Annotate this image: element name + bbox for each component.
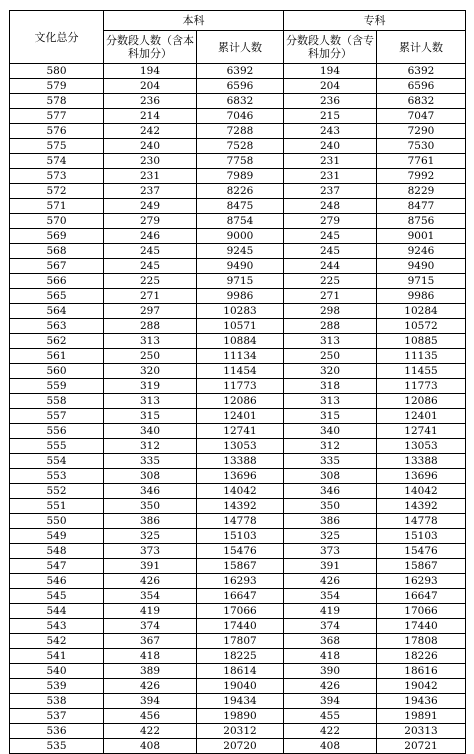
score-cell: 575: [10, 139, 104, 154]
benke-cumulative-cell: 7758: [197, 154, 284, 169]
zhuanke-segment-cell: 236: [284, 94, 377, 109]
benke-segment-cell: 236: [104, 94, 197, 109]
table-row: [10, 469, 466, 484]
table-row: [10, 199, 466, 214]
benke-cumulative-cell: 12741: [197, 424, 284, 439]
benke-cumulative-cell: 15476: [197, 544, 284, 559]
benke-cumulative-cell: 10571: [197, 319, 284, 334]
benke-segment-cell: 225: [104, 274, 197, 289]
benke-cumulative-cell: 20720: [197, 739, 284, 754]
zhuanke-cumulative-cell: 7530: [377, 139, 466, 154]
benke-segment-cell: 308: [104, 469, 197, 484]
table-row: [10, 664, 466, 679]
zhuanke-segment-cell: 426: [284, 679, 377, 694]
score-cell: 564: [10, 304, 104, 319]
benke-segment-cell: 374: [104, 619, 197, 634]
zhuanke-cumulative-cell: 19042: [377, 679, 466, 694]
zhuanke-segment-cell: 419: [284, 604, 377, 619]
zhuanke-segment-cell: 422: [284, 724, 377, 739]
score-cell: 553: [10, 469, 104, 484]
score-cell: 550: [10, 514, 104, 529]
score-cell: 541: [10, 649, 104, 664]
zhuanke-cumulative-cell: 10572: [377, 319, 466, 334]
benke-cumulative-cell: 8226: [197, 184, 284, 199]
zhuanke-cumulative-cell: 19891: [377, 709, 466, 724]
score-cell: 579: [10, 79, 104, 94]
zhuanke-segment-cell: 250: [284, 349, 377, 364]
score-cell: 574: [10, 154, 104, 169]
zhuanke-cumulative-cell: 9986: [377, 289, 466, 304]
benke-segment-cell: 194: [104, 64, 197, 79]
benke-segment-cell: 242: [104, 124, 197, 139]
benke-cumulative-cell: 9986: [197, 289, 284, 304]
benke-segment-cell: 288: [104, 319, 197, 334]
zhuanke-cumulative-cell: 14042: [377, 484, 466, 499]
benke-segment-cell: 249: [104, 199, 197, 214]
table-row: [10, 514, 466, 529]
benke-segment-cell: 391: [104, 559, 197, 574]
table-row: [10, 559, 466, 574]
score-cell: 561: [10, 349, 104, 364]
zhuanke-cumulative-cell: 13053: [377, 439, 466, 454]
benke-cumulative-cell: 13053: [197, 439, 284, 454]
table-row: [10, 544, 466, 559]
table-row: [10, 154, 466, 169]
score-cell: 576: [10, 124, 104, 139]
zhuanke-segment-cell: 394: [284, 694, 377, 709]
benke-cumulative-cell: 7528: [197, 139, 284, 154]
benke-segment-cell: 373: [104, 544, 197, 559]
zhuanke-segment-cell: 386: [284, 514, 377, 529]
benke-cumulative-cell: 15103: [197, 529, 284, 544]
zhuanke-cumulative-cell: 9715: [377, 274, 466, 289]
score-cell: 563: [10, 319, 104, 334]
benke-cumulative-cell: 14778: [197, 514, 284, 529]
score-cell: 551: [10, 499, 104, 514]
benke-cumulative-cell: 6392: [197, 64, 284, 79]
zhuanke-cumulative-cell: 9246: [377, 244, 466, 259]
score-cell: 540: [10, 664, 104, 679]
benke-cumulative-cell: 19890: [197, 709, 284, 724]
zhuanke-segment-cell: 313: [284, 334, 377, 349]
table-row: [10, 274, 466, 289]
table-row: [10, 184, 466, 199]
zhuanke-cumulative-cell: 14778: [377, 514, 466, 529]
benke-cumulative-cell: 8754: [197, 214, 284, 229]
benke-cumulative-cell: 8475: [197, 199, 284, 214]
benke-cumulative-cell: 16647: [197, 589, 284, 604]
score-table: [9, 10, 466, 754]
zhuanke-segment-cell: 243: [284, 124, 377, 139]
zhuanke-cumulative-cell: 8477: [377, 199, 466, 214]
zhuanke-cumulative-cell: 6392: [377, 64, 466, 79]
benke-segment-cell: 313: [104, 394, 197, 409]
score-cell: 554: [10, 454, 104, 469]
zhuanke-segment-cell: 390: [284, 664, 377, 679]
zhuanke-cumulative-cell: 7761: [377, 154, 466, 169]
table-row: [10, 739, 466, 754]
zhuanke-cumulative-cell: 18616: [377, 664, 466, 679]
zhuanke-cumulative-cell: 16647: [377, 589, 466, 604]
benke-segment-cell: 250: [104, 349, 197, 364]
zhuanke-segment-cell: 418: [284, 649, 377, 664]
benke-segment-cell: 367: [104, 634, 197, 649]
zhuanke-segment-cell: 350: [284, 499, 377, 514]
table-row: [10, 364, 466, 379]
benke-segment-cell: 319: [104, 379, 197, 394]
zhuanke-cumulative-cell: 17808: [377, 634, 466, 649]
score-cell: 578: [10, 94, 104, 109]
score-cell: 556: [10, 424, 104, 439]
zhuanke-segment-cell: 320: [284, 364, 377, 379]
zhuanke-cumulative-cell: 7290: [377, 124, 466, 139]
score-cell: 560: [10, 364, 104, 379]
benke-cumulative-cell: 17440: [197, 619, 284, 634]
table-row: [10, 64, 466, 79]
benke-segment-cell: 320: [104, 364, 197, 379]
score-cell: 545: [10, 589, 104, 604]
benke-cumulative-cell: 10884: [197, 334, 284, 349]
benke-segment-cell: 340: [104, 424, 197, 439]
benke-segment-cell: 271: [104, 289, 197, 304]
score-cell: 572: [10, 184, 104, 199]
zhuanke-cumulative-cell: 12741: [377, 424, 466, 439]
table-row: [10, 694, 466, 709]
benke-segment-cell: 315: [104, 409, 197, 424]
score-cell: 567: [10, 259, 104, 274]
zhuanke-segment-cell: 248: [284, 199, 377, 214]
score-cell: 537: [10, 709, 104, 724]
score-cell: 546: [10, 574, 104, 589]
zhuanke-segment-cell: 298: [284, 304, 377, 319]
zhuanke-segment-cell: 455: [284, 709, 377, 724]
score-cell: 569: [10, 229, 104, 244]
score-cell: 573: [10, 169, 104, 184]
score-cell: 577: [10, 109, 104, 124]
benke-segment-cell: 389: [104, 664, 197, 679]
zhuanke-segment-cell: 194: [284, 64, 377, 79]
benke-segment-cell: 346: [104, 484, 197, 499]
score-cell: 580: [10, 64, 104, 79]
zhuanke-cumulative-cell: 15867: [377, 559, 466, 574]
score-cell: 571: [10, 199, 104, 214]
zhuanke-cumulative-cell: 18226: [377, 649, 466, 664]
table-row: [10, 214, 466, 229]
benke-cumulative-cell: 12401: [197, 409, 284, 424]
zhuanke-segment-cell: 391: [284, 559, 377, 574]
table-row: [10, 454, 466, 469]
zhuanke-segment-cell: 312: [284, 439, 377, 454]
zhuanke-segment-cell: 215: [284, 109, 377, 124]
benke-cumulative-cell: 19040: [197, 679, 284, 694]
zhuanke-cumulative-cell: 20721: [377, 739, 466, 754]
benke-cumulative-cell: 20312: [197, 724, 284, 739]
table-row: [10, 394, 466, 409]
zhuanke-segment-cell: 240: [284, 139, 377, 154]
score-cell: 558: [10, 394, 104, 409]
score-cell: 535: [10, 739, 104, 754]
score-cell: 557: [10, 409, 104, 424]
zhuanke-segment-cell: 354: [284, 589, 377, 604]
zhuanke-cumulative-cell: 15103: [377, 529, 466, 544]
benke-segment-cell: 231: [104, 169, 197, 184]
zhuanke-cumulative-cell: 12401: [377, 409, 466, 424]
benke-cumulative-cell: 9245: [197, 244, 284, 259]
benke-cumulative-cell: 19434: [197, 694, 284, 709]
zhuanke-cumulative-cell: 10284: [377, 304, 466, 319]
zhuanke-cumulative-cell: 11455: [377, 364, 466, 379]
table-row: [10, 424, 466, 439]
zhuanke-segment-cell: 315: [284, 409, 377, 424]
table-row: [10, 289, 466, 304]
table-row: [10, 604, 466, 619]
zhuanke-segment-cell: 225: [284, 274, 377, 289]
benke-segment-cell: 350: [104, 499, 197, 514]
benke-segment-cell: 426: [104, 679, 197, 694]
header-benke-cumulative: 累计人数: [197, 31, 284, 64]
benke-cumulative-cell: 6832: [197, 94, 284, 109]
benke-segment-cell: 240: [104, 139, 197, 154]
benke-segment-cell: 246: [104, 229, 197, 244]
benke-segment-cell: 456: [104, 709, 197, 724]
table-row: [10, 124, 466, 139]
benke-cumulative-cell: 10283: [197, 304, 284, 319]
benke-cumulative-cell: 16293: [197, 574, 284, 589]
benke-cumulative-cell: 17807: [197, 634, 284, 649]
benke-segment-cell: 312: [104, 439, 197, 454]
table-row: [10, 259, 466, 274]
benke-segment-cell: 335: [104, 454, 197, 469]
zhuanke-segment-cell: 231: [284, 169, 377, 184]
table-row: [10, 379, 466, 394]
score-cell: 570: [10, 214, 104, 229]
zhuanke-segment-cell: 288: [284, 319, 377, 334]
benke-segment-cell: 426: [104, 574, 197, 589]
zhuanke-segment-cell: 368: [284, 634, 377, 649]
header-zhuanke: 专科: [284, 11, 466, 31]
benke-cumulative-cell: 9715: [197, 274, 284, 289]
zhuanke-segment-cell: 340: [284, 424, 377, 439]
benke-cumulative-cell: 7288: [197, 124, 284, 139]
header-score: 文化总分: [10, 11, 104, 64]
score-cell: 565: [10, 289, 104, 304]
zhuanke-segment-cell: 237: [284, 184, 377, 199]
zhuanke-segment-cell: 245: [284, 244, 377, 259]
benke-cumulative-cell: 11773: [197, 379, 284, 394]
score-cell: 536: [10, 724, 104, 739]
score-cell: 562: [10, 334, 104, 349]
benke-cumulative-cell: 14392: [197, 499, 284, 514]
header-benke: 本科: [104, 11, 284, 31]
zhuanke-segment-cell: 408: [284, 739, 377, 754]
benke-cumulative-cell: 13388: [197, 454, 284, 469]
zhuanke-segment-cell: 308: [284, 469, 377, 484]
table-row: [10, 319, 466, 334]
benke-segment-cell: 386: [104, 514, 197, 529]
table-row: [10, 409, 466, 424]
benke-cumulative-cell: 7989: [197, 169, 284, 184]
benke-cumulative-cell: 12086: [197, 394, 284, 409]
score-cell: 538: [10, 694, 104, 709]
benke-cumulative-cell: 18225: [197, 649, 284, 664]
zhuanke-cumulative-cell: 8229: [377, 184, 466, 199]
table-row: [10, 724, 466, 739]
table-row: [10, 139, 466, 154]
zhuanke-cumulative-cell: 13388: [377, 454, 466, 469]
score-cell: 544: [10, 604, 104, 619]
table-row: [10, 349, 466, 364]
benke-cumulative-cell: 7046: [197, 109, 284, 124]
benke-segment-cell: 245: [104, 244, 197, 259]
benke-cumulative-cell: 15867: [197, 559, 284, 574]
zhuanke-segment-cell: 335: [284, 454, 377, 469]
zhuanke-cumulative-cell: 9001: [377, 229, 466, 244]
table-row: [10, 574, 466, 589]
table-row: [10, 619, 466, 634]
zhuanke-cumulative-cell: 6596: [377, 79, 466, 94]
benke-cumulative-cell: 17066: [197, 604, 284, 619]
table-row: [10, 334, 466, 349]
benke-cumulative-cell: 14042: [197, 484, 284, 499]
zhuanke-segment-cell: 244: [284, 259, 377, 274]
table-row: [10, 679, 466, 694]
zhuanke-cumulative-cell: 11135: [377, 349, 466, 364]
score-cell: 549: [10, 529, 104, 544]
score-cell: 568: [10, 244, 104, 259]
table-row: [10, 499, 466, 514]
zhuanke-cumulative-cell: 7047: [377, 109, 466, 124]
zhuanke-cumulative-cell: 15476: [377, 544, 466, 559]
zhuanke-cumulative-cell: 11773: [377, 379, 466, 394]
zhuanke-segment-cell: 245: [284, 229, 377, 244]
benke-cumulative-cell: 11454: [197, 364, 284, 379]
benke-cumulative-cell: 9000: [197, 229, 284, 244]
benke-segment-cell: 297: [104, 304, 197, 319]
benke-cumulative-cell: 18614: [197, 664, 284, 679]
benke-segment-cell: 354: [104, 589, 197, 604]
score-cell: 542: [10, 634, 104, 649]
score-cell: 539: [10, 679, 104, 694]
benke-segment-cell: 279: [104, 214, 197, 229]
zhuanke-cumulative-cell: 16293: [377, 574, 466, 589]
table-row: [10, 244, 466, 259]
benke-cumulative-cell: 13696: [197, 469, 284, 484]
zhuanke-cumulative-cell: 7992: [377, 169, 466, 184]
table-row: [10, 634, 466, 649]
zhuanke-cumulative-cell: 19436: [377, 694, 466, 709]
zhuanke-segment-cell: 346: [284, 484, 377, 499]
zhuanke-segment-cell: 318: [284, 379, 377, 394]
benke-cumulative-cell: 11134: [197, 349, 284, 364]
zhuanke-cumulative-cell: 13696: [377, 469, 466, 484]
table-row: [10, 169, 466, 184]
benke-segment-cell: 419: [104, 604, 197, 619]
table-row: [10, 484, 466, 499]
header-benke-segment: 分数段人数（含本科加分）: [104, 31, 197, 64]
score-cell: 552: [10, 484, 104, 499]
zhuanke-cumulative-cell: 12086: [377, 394, 466, 409]
benke-segment-cell: 245: [104, 259, 197, 274]
zhuanke-segment-cell: 313: [284, 394, 377, 409]
header-zhuanke-segment: 分数段人数（含专科加分）: [284, 31, 377, 64]
zhuanke-cumulative-cell: 17066: [377, 604, 466, 619]
zhuanke-segment-cell: 374: [284, 619, 377, 634]
table-row: [10, 109, 466, 124]
benke-segment-cell: 204: [104, 79, 197, 94]
zhuanke-segment-cell: 373: [284, 544, 377, 559]
score-cell: 543: [10, 619, 104, 634]
benke-segment-cell: 313: [104, 334, 197, 349]
header-row-1: [10, 11, 466, 31]
zhuanke-segment-cell: 279: [284, 214, 377, 229]
table-row: [10, 94, 466, 109]
score-cell: 548: [10, 544, 104, 559]
table-row: [10, 589, 466, 604]
zhuanke-cumulative-cell: 20313: [377, 724, 466, 739]
benke-segment-cell: 214: [104, 109, 197, 124]
header-zhuanke-cumulative: 累计人数: [377, 31, 466, 64]
zhuanke-segment-cell: 231: [284, 154, 377, 169]
score-cell: 559: [10, 379, 104, 394]
table-row: [10, 439, 466, 454]
zhuanke-segment-cell: 426: [284, 574, 377, 589]
zhuanke-cumulative-cell: 14392: [377, 499, 466, 514]
benke-segment-cell: 237: [104, 184, 197, 199]
benke-cumulative-cell: 6596: [197, 79, 284, 94]
table-body: [10, 64, 466, 754]
zhuanke-cumulative-cell: 17440: [377, 619, 466, 634]
zhuanke-segment-cell: 271: [284, 289, 377, 304]
table-row: [10, 229, 466, 244]
table-row: [10, 649, 466, 664]
benke-segment-cell: 408: [104, 739, 197, 754]
table-row: [10, 709, 466, 724]
table-row: [10, 79, 466, 94]
zhuanke-cumulative-cell: 6832: [377, 94, 466, 109]
benke-cumulative-cell: 9490: [197, 259, 284, 274]
benke-segment-cell: 230: [104, 154, 197, 169]
benke-segment-cell: 418: [104, 649, 197, 664]
benke-segment-cell: 325: [104, 529, 197, 544]
benke-segment-cell: 422: [104, 724, 197, 739]
score-cell: 555: [10, 439, 104, 454]
zhuanke-segment-cell: 325: [284, 529, 377, 544]
zhuanke-cumulative-cell: 9490: [377, 259, 466, 274]
zhuanke-cumulative-cell: 10885: [377, 334, 466, 349]
table-row: [10, 529, 466, 544]
table-header: [10, 11, 466, 64]
zhuanke-cumulative-cell: 8756: [377, 214, 466, 229]
benke-segment-cell: 394: [104, 694, 197, 709]
zhuanke-segment-cell: 204: [284, 79, 377, 94]
table-row: [10, 304, 466, 319]
score-cell: 566: [10, 274, 104, 289]
score-cell: 547: [10, 559, 104, 574]
